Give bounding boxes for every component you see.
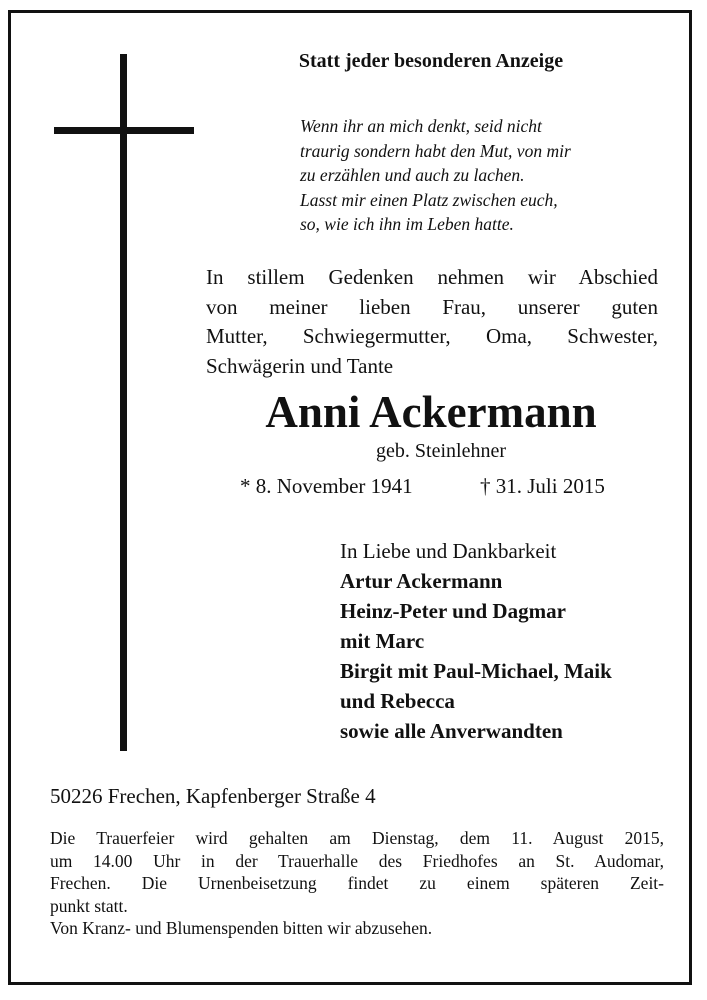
mourner-line: sowie alle Anverwandten xyxy=(340,719,563,743)
deceased-name: Anni Ackermann xyxy=(265,387,597,437)
announcement-headline: Statt jeder besonderen Anzeige xyxy=(298,50,564,72)
poem-line: Lasst mir einen Platz zwischen euch, xyxy=(300,189,558,210)
cross-horizontal-bar xyxy=(54,127,194,134)
notice-line: Frechen. Die Urnenbeisetzung findet zu einem späteren Zeit- xyxy=(50,873,664,893)
mourner-line: mit Marc xyxy=(340,629,425,653)
mourner-line: Heinz-Peter und Dagmar xyxy=(340,599,566,623)
death-date: † 31. Juli 2015 xyxy=(480,474,605,498)
funeral-notice xyxy=(50,827,664,940)
intro-line: Mutter, Schwiegermutter, Oma, Schwester, xyxy=(206,324,658,348)
mourner-line: und Rebecca xyxy=(340,689,455,713)
poem-line: traurig sondern habt den Mut, von mir xyxy=(300,140,571,161)
notice-line: um 14.00 Uhr in der Trauerhalle des Friedhofes an St. Audomar, xyxy=(50,850,664,871)
mourner-line: Artur Ackermann xyxy=(340,569,503,593)
intro-line: von meiner lieben Frau, unserer guten xyxy=(206,294,658,319)
notice-line: punkt statt. xyxy=(50,895,128,916)
mourner-line: Birgit mit Paul-Michael, Maik xyxy=(340,659,612,683)
intro-line: Schwägerin und Tante xyxy=(206,353,394,378)
notice-line: Die Trauerfeier wird gehalten am Dienstag, dem 11. August 2015, xyxy=(50,828,664,848)
farewell-intro xyxy=(206,263,658,381)
poem-line: Wenn ihr an mich denkt, seid nicht xyxy=(300,116,542,136)
birth-date: * 8. November 1941 xyxy=(240,474,413,498)
mourners-block xyxy=(340,536,680,746)
poem-line: so, wie ich ihn im Leben hatte. xyxy=(300,214,514,234)
notice-line: Von Kranz- und Blumenspenden bitten wir abzusehen. xyxy=(50,918,433,938)
cross-vertical-bar xyxy=(120,54,127,751)
family-address: 50226 Frechen, Kapfenberger Straße 4 xyxy=(50,784,376,808)
maiden-name: geb. Steinlehner xyxy=(376,440,506,462)
mourners-intro: In Liebe und Dankbarkeit xyxy=(340,539,557,563)
life-dates xyxy=(240,474,640,499)
intro-line: In stillem Gedenken nehmen wir Abschied xyxy=(206,265,658,289)
poem-line: zu erzählen und auch zu lachen. xyxy=(300,165,525,185)
memorial-poem xyxy=(300,114,680,237)
